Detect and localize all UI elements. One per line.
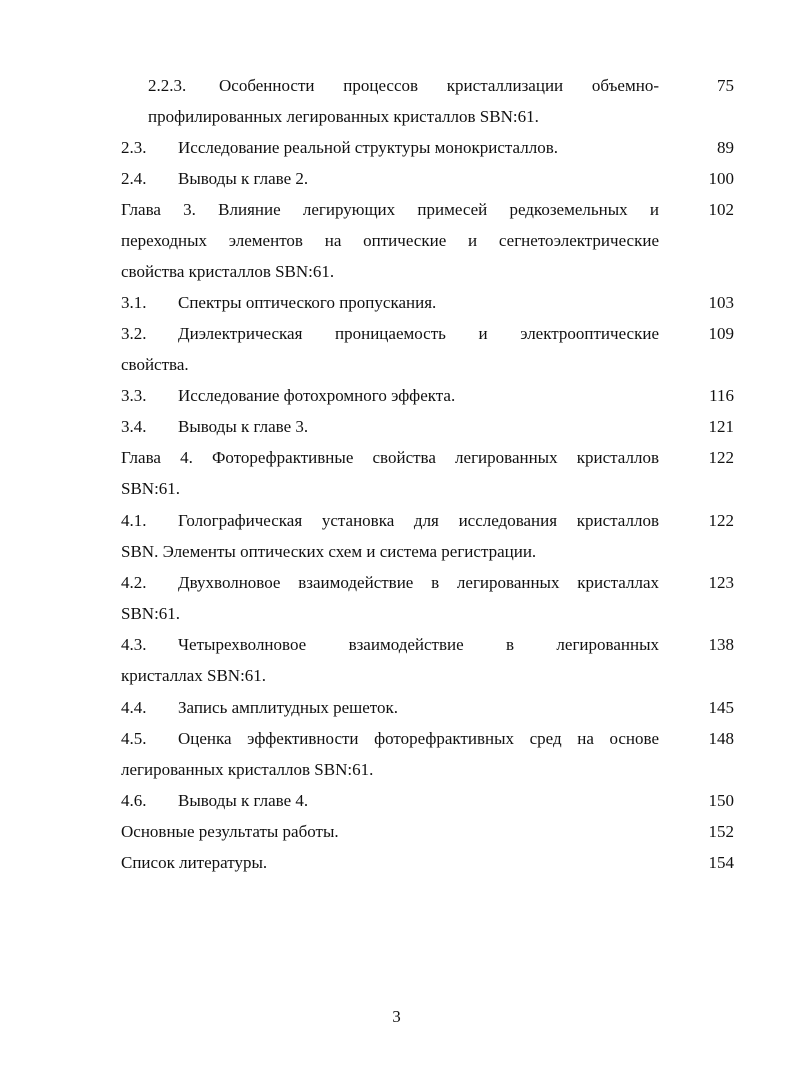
toc-entry-title-line: Запись амплитудных решеток. <box>178 698 399 717</box>
toc-entry-title-line: Основные результаты работы. <box>121 822 339 841</box>
toc-entry-page: 154 <box>708 853 734 872</box>
toc-entry-page: 89 <box>717 138 734 157</box>
toc-entry-number: 3.1. <box>121 293 147 312</box>
toc-entry-number: 3.2. <box>121 324 147 343</box>
toc-entry-title-line: Спектры оптического пропускания. <box>178 293 437 312</box>
toc-entry-title-line: Особенности процессов кристаллизации объемно- <box>219 76 659 95</box>
toc-entry-number: 2.3. <box>121 138 147 157</box>
toc-entry-page: 150 <box>708 791 734 810</box>
toc-entry-page: 148 <box>708 729 734 748</box>
toc-entry-title-line: SBN. Элементы оптических схем и система регистрации. <box>121 542 537 561</box>
toc-entry-title-line: SBN:61. <box>121 479 181 498</box>
toc-entry-title-line: кристаллах SBN:61. <box>121 666 267 685</box>
toc-entry-page: 109 <box>708 324 734 343</box>
toc-entry-page: 75 <box>717 76 734 95</box>
toc-entry-title-line: свойства кристаллов SBN:61. <box>121 262 335 281</box>
toc-entry-number: 4.2. <box>121 573 147 592</box>
toc-entry-page: 122 <box>708 448 734 467</box>
toc-entry-number: 2.2.3. <box>148 76 187 95</box>
toc-entry-title-line: Выводы к главе 2. <box>178 169 309 188</box>
toc-entry-title-line: Четырехволновое взаимодействие в легированных <box>178 635 659 654</box>
toc-entry-title-line: SBN:61. <box>121 604 181 623</box>
toc-entry-number: 4.6. <box>121 791 147 810</box>
toc-entry-number: 4.3. <box>121 635 147 654</box>
toc-entry-page: 138 <box>708 635 734 654</box>
toc-entry-title-line: Выводы к главе 3. <box>178 417 309 436</box>
toc-entry-page: 152 <box>708 822 734 841</box>
toc-entry-page: 145 <box>708 698 734 717</box>
page-number: 3 <box>392 1007 401 1026</box>
toc-entry-page: 116 <box>709 386 734 405</box>
toc-entry-number: 4.5. <box>121 729 147 748</box>
toc-entry-title-line: Список литературы. <box>121 853 268 872</box>
toc-entry-title-line: Оценка эффективности фоторефрактивных сред на основе <box>178 729 659 748</box>
toc-entry-title-line: Диэлектрическая проницаемость и электрооптические <box>178 324 659 343</box>
toc-entry-number: 2.4. <box>121 169 147 188</box>
toc-entry-page: 100 <box>708 169 734 188</box>
toc-entry-title-line: переходных элементов на оптические и сегнетоэлектрические <box>121 231 659 250</box>
toc-entry-page: 122 <box>708 511 734 530</box>
toc-entry-title-line: Глава 4. Фоторефрактивные свойства легированных кристаллов <box>121 448 659 467</box>
toc-entry-title-line: Двухволновое взаимодействие в легированных кристаллах <box>178 573 659 592</box>
toc-entry-page: 102 <box>708 200 734 219</box>
toc-entry-number: 4.1. <box>121 511 147 530</box>
toc-entry-number: 4.4. <box>121 698 147 717</box>
toc-entry-title-line: профилированных легированных кристаллов SBN:61. <box>148 107 539 126</box>
toc-entry-page: 103 <box>708 293 734 312</box>
toc-entry-title-line: Исследование фотохромного эффекта. <box>178 386 456 405</box>
toc-entry-title-line: легированных кристаллов SBN:61. <box>121 760 374 779</box>
toc-entry-page: 121 <box>708 417 734 436</box>
toc-entry-number: 3.4. <box>121 417 147 436</box>
toc-entry-title-line: Исследование реальной структуры монокристаллов. <box>178 138 558 157</box>
toc-entry-page: 123 <box>708 573 734 592</box>
toc-entry-title-line: Выводы к главе 4. <box>178 791 309 810</box>
toc-entry-title-line: свойства. <box>121 355 189 374</box>
toc-entry-number: 3.3. <box>121 386 147 405</box>
toc-entry-title-line: Глава 3. Влияние легирующих примесей редкоземельных и <box>121 200 659 219</box>
toc-entry-title-line: Голографическая установка для исследования кристаллов <box>178 511 659 530</box>
